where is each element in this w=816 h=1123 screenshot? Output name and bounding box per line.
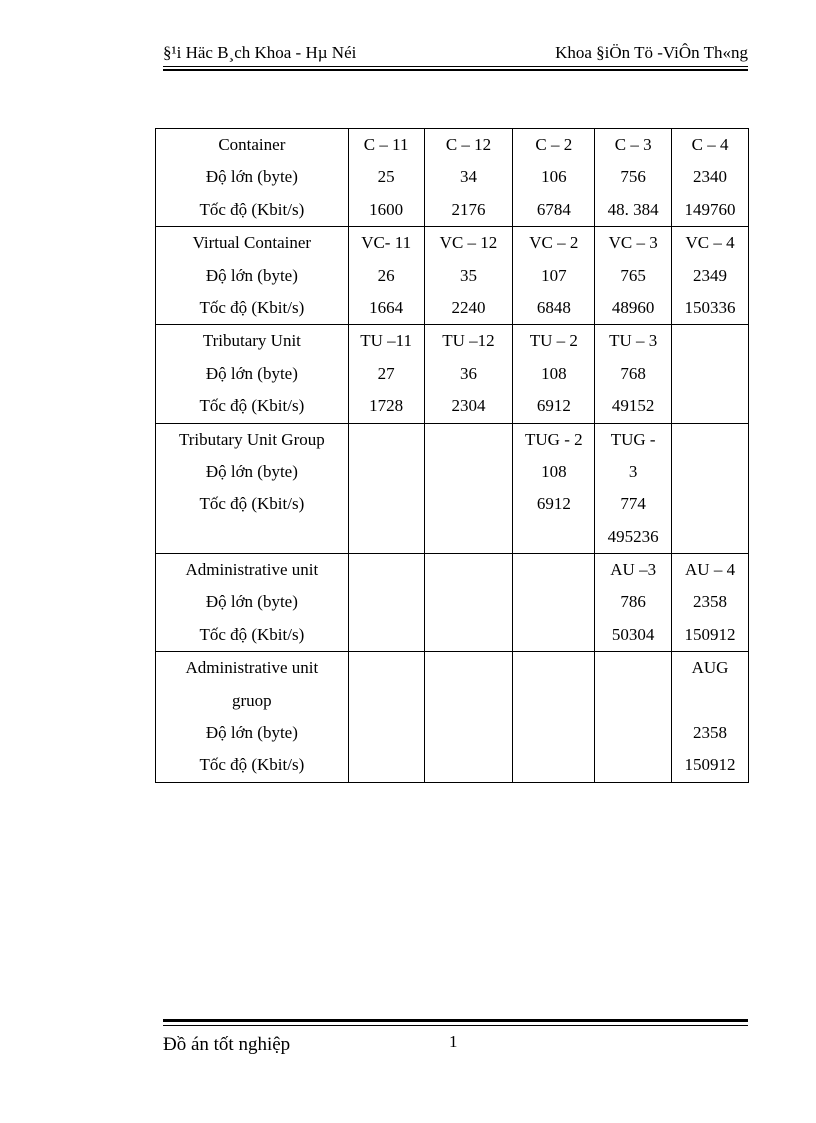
cell-value: C – 11 <box>363 135 409 154</box>
cell-value: AU – 4 <box>685 560 736 580</box>
table-cell <box>513 129 595 227</box>
cell-value: 25 <box>377 167 395 187</box>
cell-value: 774 <box>620 494 646 514</box>
sdh-unit-table <box>155 128 749 783</box>
cell-value: 6912 <box>536 494 571 514</box>
row-label-cell <box>156 227 349 325</box>
table-cell <box>672 227 749 325</box>
cell-value: VC – 3 <box>608 233 658 253</box>
table-cell <box>424 227 513 325</box>
table-cell <box>672 423 749 554</box>
row-label-line: Tốc độ (Kbit/s) <box>199 624 305 644</box>
row-label-line: Độ lớn (byte) <box>205 592 298 612</box>
table-row <box>156 325 749 423</box>
cell-value: 150912 <box>684 624 736 644</box>
table-cell <box>595 554 672 652</box>
cell-value: 3 <box>628 461 638 481</box>
row-label-line: Độ lớn (byte) <box>205 167 298 187</box>
cell-value: 2340 <box>693 167 728 187</box>
cell-value: 27 <box>377 363 395 383</box>
row-label-line: Độ lớn (byte) <box>205 265 298 285</box>
footer-rule-thin <box>163 1025 748 1026</box>
cell-value: VC – 12 <box>439 233 498 253</box>
table-row <box>156 227 749 325</box>
cell-value: TU –11 <box>360 331 413 351</box>
cell-value: 2358 <box>693 592 728 612</box>
cell-value: 149760 <box>684 199 736 219</box>
table-cell <box>595 129 672 227</box>
cell-value: 1664 <box>369 297 404 317</box>
table-row <box>156 554 749 652</box>
cell-value: 6784 <box>536 199 571 219</box>
table-cell <box>513 227 595 325</box>
cell-value: 108 <box>541 363 567 383</box>
table-row <box>156 423 749 554</box>
cell-value: C – 3 <box>614 135 652 154</box>
cell-value: VC – 2 <box>529 233 579 253</box>
row-label-line: Tốc độ (Kbit/s) <box>199 199 305 219</box>
cell-value: TU –12 <box>442 331 495 351</box>
table-cell <box>672 325 749 423</box>
cell-value <box>672 685 748 717</box>
table-cell <box>513 325 595 423</box>
cell-value: TU – 3 <box>609 331 658 351</box>
row-label-line: Tributary Unit <box>202 331 301 351</box>
row-label-line: Tốc độ (Kbit/s) <box>199 494 305 514</box>
cell-value: 2358 <box>693 723 728 743</box>
cell-value: 150336 <box>684 297 736 317</box>
row-label-line: Container <box>218 135 286 154</box>
cell-value: 48. 384 <box>607 199 659 219</box>
row-label-line: Độ lớn (byte) <box>205 363 298 383</box>
row-label-line: Administrative unit <box>185 560 319 580</box>
header-university: §¹i Häc B¸ch Khoa - Hµ Néi <box>163 43 357 62</box>
cell-value: 768 <box>620 363 646 383</box>
row-label-line: Tributary Unit Group <box>178 429 325 449</box>
table-cell <box>513 554 595 652</box>
table-cell <box>672 129 749 227</box>
table-cell <box>595 325 672 423</box>
row-label-cell <box>156 325 349 423</box>
cell-value: 6912 <box>536 396 571 416</box>
table-cell <box>672 554 749 652</box>
row-label-cell <box>156 652 349 783</box>
cell-value: TU – 2 <box>529 331 578 351</box>
cell-value: 786 <box>620 592 646 612</box>
cell-value: C – 12 <box>445 135 492 154</box>
cell-value: 495236 <box>607 526 659 546</box>
table-cell <box>595 423 672 554</box>
row-label-line: Độ lớn (byte) <box>205 461 298 481</box>
cell-value: 49152 <box>611 396 655 416</box>
page-header <box>163 42 748 64</box>
cell-value: 2176 <box>451 199 486 219</box>
table-cell <box>424 652 513 783</box>
table-cell <box>513 652 595 783</box>
cell-value: 106 <box>541 167 567 187</box>
cell-value: 1600 <box>369 199 404 219</box>
table-cell <box>595 227 672 325</box>
cell-value: 2349 <box>693 265 728 285</box>
table-cell <box>424 129 513 227</box>
cell-value: 107 <box>541 265 567 285</box>
table-cell <box>595 652 672 783</box>
footer-rule-thick <box>163 1019 748 1022</box>
cell-value: AUG <box>691 658 729 678</box>
cell-value: 108 <box>541 461 567 481</box>
row-label-cell <box>156 423 349 554</box>
cell-value: C – 2 <box>535 135 573 154</box>
page-number: 1 <box>449 1032 458 1051</box>
cell-value: 2240 <box>451 297 486 317</box>
cell-value: VC – 4 <box>685 233 735 253</box>
row-label-line: Tốc độ (Kbit/s) <box>199 396 305 416</box>
table-cell <box>424 423 513 554</box>
footer-title: Đồ án tốt nghiệp <box>163 1034 291 1055</box>
cell-value: 34 <box>459 167 477 187</box>
row-label-cell <box>156 129 349 227</box>
row-label-line: Administrative unit <box>185 658 319 678</box>
row-label-line: Độ lớn (byte) <box>205 723 298 743</box>
table-cell <box>348 227 424 325</box>
cell-value: 50304 <box>611 624 655 644</box>
cell-value: 26 <box>377 265 395 285</box>
row-label-cell <box>156 554 349 652</box>
row-label-line: Tốc độ (Kbit/s) <box>199 297 305 317</box>
header-rule-thin <box>163 66 748 67</box>
table-row <box>156 129 749 227</box>
cell-value: AU –3 <box>610 560 657 580</box>
cell-value: C – 4 <box>691 135 729 154</box>
cell-value: 1728 <box>369 396 404 416</box>
cell-value: 756 <box>620 167 646 187</box>
table-row <box>156 652 749 783</box>
cell-value: 35 <box>459 265 477 285</box>
cell-value: TUG - <box>610 429 656 449</box>
table-cell <box>513 423 595 554</box>
table-cell <box>348 423 424 554</box>
header-faculty: Khoa §iÖn Tö -ViÔn Th«ng <box>555 43 748 62</box>
table-cell <box>424 554 513 652</box>
row-label-line: Virtual Container <box>192 233 312 253</box>
cell-value: 150912 <box>684 755 736 775</box>
cell-value: 2304 <box>451 396 486 416</box>
header-rule-thick <box>163 69 748 71</box>
cell-value: 48960 <box>611 297 655 317</box>
cell-value: 765 <box>620 265 646 285</box>
table-cell <box>348 325 424 423</box>
cell-value: 36 <box>459 363 477 383</box>
table-cell <box>348 129 424 227</box>
cell-value: TUG - 2 <box>525 429 583 449</box>
table-cell <box>424 325 513 423</box>
table-cell <box>348 554 424 652</box>
cell-value: VC- 11 <box>361 233 412 253</box>
row-label-line: Tốc độ (Kbit/s) <box>199 755 305 775</box>
table-cell <box>672 652 749 783</box>
table-cell <box>348 652 424 783</box>
cell-value: 6848 <box>536 297 571 317</box>
row-label-line: gruop <box>232 690 272 710</box>
